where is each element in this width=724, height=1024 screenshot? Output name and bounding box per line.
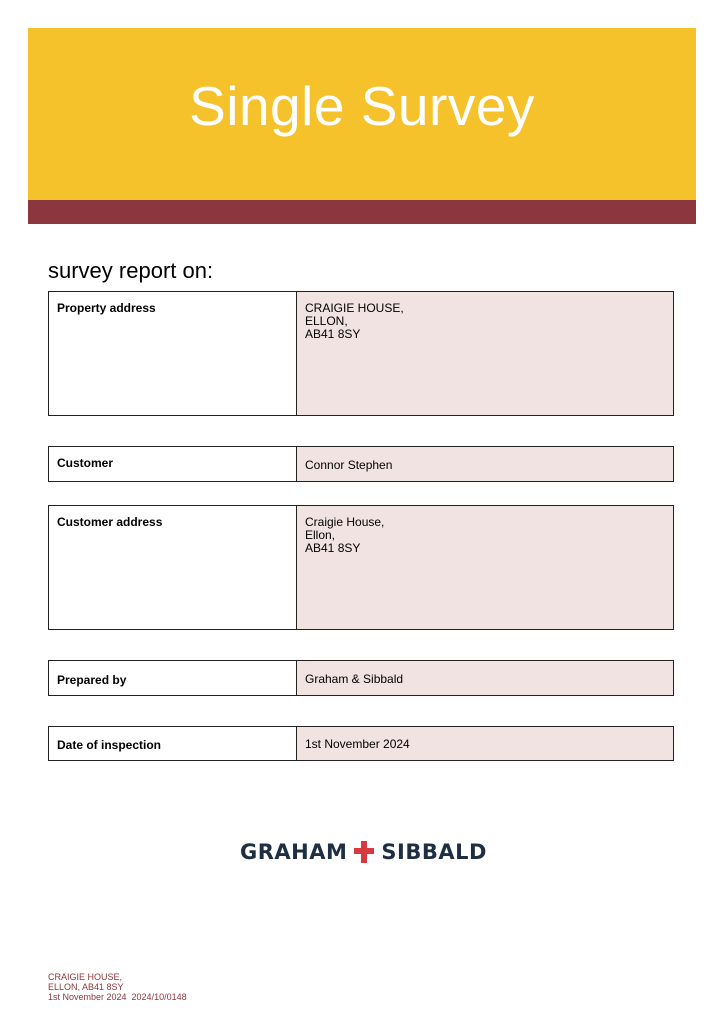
prepared-by-value: Graham & Sibbald (297, 661, 673, 695)
customer-address-label: Customer address (49, 506, 297, 629)
address-line: CRAIGIE HOUSE, (305, 301, 404, 315)
prepared-by-label: Prepared by (49, 661, 297, 695)
page-footer (48, 972, 187, 1002)
report-subtitle: survey report on: (48, 258, 214, 283)
cross-icon (353, 838, 375, 866)
property-address-value (297, 292, 673, 415)
customer-label: Customer (49, 447, 297, 481)
page-title: Single Survey (189, 74, 535, 137)
address-line: Craigie House, (305, 515, 385, 529)
property-address-label: Property address (49, 292, 297, 415)
logo-word-right: SIBBALD (381, 840, 487, 864)
date-of-inspection-value: 1st November 2024 (297, 727, 673, 760)
date-of-inspection-row (48, 726, 674, 761)
footer-line: CRAIGIE HOUSE, (48, 972, 123, 982)
accent-band (28, 200, 696, 224)
property-address-row (48, 291, 674, 416)
address-line: AB41 8SY (305, 541, 361, 555)
title-banner (28, 28, 696, 200)
logo-word-left: GRAHAM (240, 840, 348, 864)
footer-line: ELLON, AB41 8SY (48, 982, 124, 992)
prepared-by-row (48, 660, 674, 696)
footer-line: 1st November 2024 2024/10/0148 (48, 992, 187, 1002)
address-line: Ellon, (305, 528, 336, 542)
address-line: ELLON, (305, 314, 348, 328)
date-of-inspection-label: Date of inspection (49, 727, 297, 760)
customer-value: Connor Stephen (297, 447, 673, 481)
customer-address-row (48, 505, 674, 630)
customer-row (48, 446, 674, 482)
address-line: AB41 8SY (305, 327, 361, 341)
company-logo (240, 838, 487, 866)
customer-address-value (297, 506, 673, 629)
